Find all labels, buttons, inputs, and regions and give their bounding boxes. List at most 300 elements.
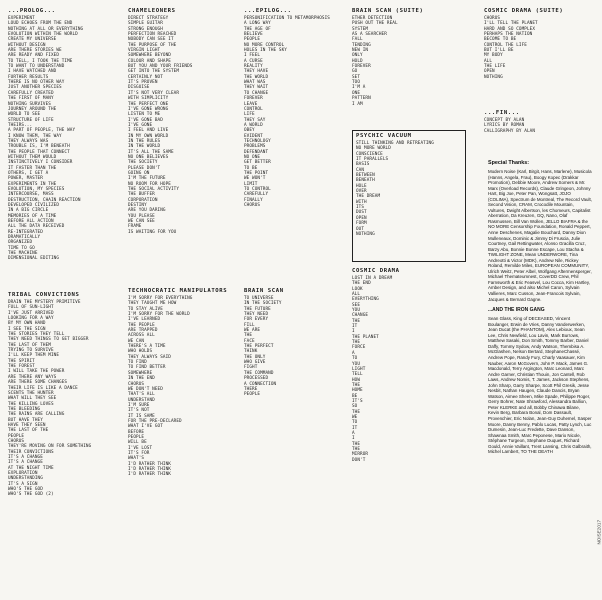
lyric-line: BY MY OWN HAND xyxy=(8,321,46,327)
lyric-line: THE POINT xyxy=(244,170,269,176)
lyric-line: I'D RATHER THINK xyxy=(128,461,171,467)
lyric-line: NO MORE WORLD xyxy=(356,146,391,152)
lyric-line: ARE THERE SOME CHANGES xyxy=(8,380,68,386)
lyric-line: I'LL TELL THE PLANET xyxy=(484,21,538,27)
lyric-line: CAN xyxy=(356,167,365,173)
lyric-line: I'VE GONE xyxy=(128,122,153,128)
lyric-line: A CONNECTION xyxy=(244,381,277,387)
lyric-line: THEY'RE MOVING ON FOR SOMETHING xyxy=(8,444,92,450)
lyric-line: DESTINY xyxy=(128,203,147,209)
lyric-line: WITH SIMPLICITY xyxy=(128,96,169,102)
lyric-line: CORPORATION xyxy=(128,197,158,203)
lyric-line: LIMIT xyxy=(244,181,258,187)
lyric-line: FOR THE PRE-DECLARED xyxy=(128,418,182,424)
lyric-line: FURTHER RESULTS xyxy=(8,74,49,80)
lyric-line: LIFE xyxy=(244,112,255,118)
lyric-line: OBEY xyxy=(244,128,255,134)
lyric-line: IT'S FOR xyxy=(128,450,150,456)
lyric-line: IT'S A SIGN xyxy=(8,481,38,487)
lyric-line: THE xyxy=(352,318,361,324)
lyric-line: PEOPLE xyxy=(244,392,261,398)
lyric-line: GET BETTER xyxy=(244,160,271,166)
lyric-line: WE CAN xyxy=(128,338,145,344)
lyric-line: SET xyxy=(352,74,361,80)
lyric-line: ALL xyxy=(484,58,493,64)
lyric-line: GET INTO THE SYSTEM xyxy=(128,69,180,75)
lyric-line: ARE THERE STORIES WE xyxy=(8,48,62,54)
lyric-line: WE xyxy=(352,414,358,420)
section-lyrics xyxy=(128,296,240,478)
catalog-number: NOISE2017 xyxy=(597,520,602,545)
lyric-line: VIRGIN LIGHT xyxy=(128,48,161,54)
lyric-line: THE BUFFER xyxy=(128,192,155,198)
lyric-line: ITS xyxy=(356,205,365,211)
lyric-line: NOTHING AT ALL OR EVERYTHING xyxy=(8,26,84,32)
lyric-line: THE PEOPLE THAT CONNECT xyxy=(8,149,70,155)
section-title: CHAMELEONERS xyxy=(128,8,176,14)
lyric-line: TELL xyxy=(352,372,363,378)
lyric-line: THE PURPOSE OF THE xyxy=(128,42,177,48)
lyric-line: WE DON'T NEED xyxy=(128,386,163,392)
section-lyrics xyxy=(128,16,234,235)
lyric-line: IT FASTER THAN THE xyxy=(8,165,57,171)
lyric-line: I'VE LEARNED xyxy=(128,317,161,323)
section-cosmic-drama-suite xyxy=(484,8,592,118)
lyric-line: BE xyxy=(352,393,358,399)
section-title: COSMIC DRAMA (SUITE) xyxy=(484,8,564,14)
lyric-line: WITHOUT DESIGN xyxy=(8,42,46,48)
lyric-line: I'LL KEEP THEM MINE xyxy=(8,353,60,359)
lyric-line: I'VE JUST ARRIVED xyxy=(8,310,54,316)
lyric-line: DEFENDANT xyxy=(244,149,269,155)
lyric-line: THE PERFECT ONE xyxy=(128,101,169,107)
lyric-line: PERHAPS THE NATION xyxy=(484,32,533,38)
lyric-line: LOOKING FOR A WAY xyxy=(8,316,54,322)
lyric-line: POWER, MASTER xyxy=(8,176,43,182)
lyric-line: THEY SAY xyxy=(244,117,266,123)
lyric-line: ETHER DETECTION xyxy=(352,16,393,21)
section-lyrics xyxy=(244,16,344,208)
lyric-line: IT'S xyxy=(352,398,363,404)
lyric-line: IT'S NOT VERY CLEAR xyxy=(128,90,180,96)
lyric-line: THE STORIES THEY TELL xyxy=(8,332,65,338)
lyric-line: I'VE LOST xyxy=(128,445,153,451)
lyric-line: TO WANT TO UNDERSTAND xyxy=(8,64,65,70)
lyric-line: THE xyxy=(352,409,361,415)
lyric-line: CERTAINLY NOT xyxy=(128,74,163,80)
thanks-text-crew: Sean Glass, King of DECEASED, Vincent Boulanger, Erwin de Vries, Danny Vanderwerken, Jean Ducat (the PHANTOM), Alex Lebioux, Sean Lee, Chris Newfield, Lou Lavin, Mark Burrows, Matthew Sasaki, Don Smith, Tommy Barber, Daniel Daffy, Tommy Sydow, Andy Watson, Thembisa A. McGlashen, Nelson Bertard, StephaneChassé, Andrew Pope, Randy Fury, Charly Vaasauer, Kim Nauber, Aaron McGovern, John P. Mack, James G. Macdonald, Terry Argington, Marc Leonard, Marc Andre Garner, Christian Thouin, Jon Cantell, Rob Laws, Andrew Nomis, T. James, Jackson Stephens, John Sharp, Garry Sharpe, Scott Phil Gresik, Jesse Nesbit, Nathan Haugen, Claude Dancis, Bryan Watson, Aimee Sheen, Mike Spade, Philippe Roger, Gerry Bohrer, Nate Shrawford, Alessandra Ballion, Peter KLERKE and all, Bobby Chinawa Bilane, Kevin Berg, Barbara Bonal, Dom Dassault, Provenchier, Eric Nolan, Jean-Guy Duhemel, Sasper Moore, Danny Benny, Pablo Lucas, Patty Lynch, Luc Dumesin, Jean-Luc Fredette, Dave Danson, Shawnaa Smith, Marc Peponese, Mario Nicole, Stéphane Turgeon, Stephane Duquet, Richard Gould, Annie Vaillant, Trent Lansing, Chris Galbraith, Michel Lambert, TO THE DEATH xyxy=(488,316,592,455)
lyric-line: JOURNEY AROUND THE xyxy=(8,106,57,112)
lyric-line: THE DREAM xyxy=(356,194,381,200)
lyric-line: I'M A xyxy=(352,85,366,91)
lyric-line: ARE THERE ANY WAYS xyxy=(8,374,57,380)
lyric-line: THE LAST OF THE xyxy=(8,428,49,434)
section-psychic-vacuum xyxy=(352,130,466,262)
lyric-line: HAVE THEY SEEN xyxy=(8,422,46,428)
lyric-line: I FEEL AND LIVE xyxy=(128,128,169,134)
lyric-line: TO UNIVERSE xyxy=(244,296,274,301)
lyric-line: DRAIN THE MYSTERY PRIMITIVE xyxy=(8,300,81,305)
lyric-line: A WORLD xyxy=(244,122,263,128)
lyric-line: IT xyxy=(352,324,358,330)
lyric-line: THE xyxy=(352,382,361,388)
lyric-line: THE MACHINE xyxy=(8,251,38,257)
lyric-line: IT xyxy=(352,425,358,431)
lyric-line: WITH xyxy=(356,199,367,205)
section-epilog xyxy=(244,8,344,280)
lyric-line: SO xyxy=(352,404,358,410)
lyric-line: CREATE MY UNIVERSE xyxy=(8,37,57,43)
lyric-line: A LONG WAY xyxy=(244,21,271,27)
lyric-line: FOREVER xyxy=(352,64,371,70)
lyric-line: LOUD ECHOES FROM THE END xyxy=(8,21,73,27)
lyric-line: SYSTEM xyxy=(352,26,369,32)
lyric-line: BEFORE xyxy=(128,429,145,435)
lyric-line: OTHERS, I GET A xyxy=(8,170,49,176)
lyric-line: I SEE THE SIGN xyxy=(8,326,46,332)
lyric-line: DESTRUCTION, CHAIN REACTION xyxy=(8,197,81,203)
section-title: BRAIN SCAN xyxy=(244,288,284,294)
lyric-line: PUSH OUT THE REAL xyxy=(352,21,398,27)
lyric-line: REALITY xyxy=(244,64,263,70)
section-title: ...PROLOG... xyxy=(8,8,56,14)
lyric-line: I'M SORRY FOR THE WORLD xyxy=(128,312,190,318)
lyric-line: INSTINCTIVELY I CONSIDER xyxy=(8,160,73,166)
lyric-line: ACROSS ALL xyxy=(128,333,155,339)
lyric-line: THAT'S ALL xyxy=(128,392,155,398)
lyric-line: DISGUISE xyxy=(128,85,150,91)
lyric-line: IT'S PROVEN xyxy=(128,80,158,86)
lyric-line: NO ONE BELIEVES xyxy=(128,154,169,160)
lyric-line: CHORUS xyxy=(128,381,145,387)
lyric-line: I HAVE WATCHED AND xyxy=(8,69,57,75)
lyric-line: THE xyxy=(352,441,361,447)
lyric-line: THERE IS NO OTHER WAY xyxy=(8,80,65,86)
lyric-line: TO BE xyxy=(244,165,258,171)
lyric-line: NOBODY CAN SEE IT xyxy=(128,37,174,43)
lyric-line: I KNOW THEM, THE WAY xyxy=(8,133,62,139)
lyric-line: ARE YOU DARING xyxy=(128,208,166,214)
lyric-line: THE PERFECT xyxy=(244,344,274,350)
lyric-line: SIMPLE GUITAR xyxy=(128,21,163,27)
lyric-line: HOLES IN THE SKY xyxy=(244,48,287,54)
lyric-line: THEY ALWAYS WAS xyxy=(8,138,49,144)
lyric-line: ALL THE DATA RECEIVED xyxy=(8,224,65,230)
lyric-line: HOME xyxy=(352,388,363,394)
lyric-line: IN THE RULES xyxy=(128,138,161,144)
lyric-line: THERE xyxy=(244,386,258,392)
lyric-line: CHORUS xyxy=(8,438,25,444)
section-lyrics xyxy=(244,296,344,398)
section-prolog xyxy=(8,8,120,270)
lyric-line: TENDING xyxy=(352,42,371,48)
lyric-line: GOING ON xyxy=(128,170,150,176)
lyric-line: BENEATH xyxy=(356,178,375,184)
section-lyrics xyxy=(484,16,592,80)
lyric-line: THE SOCIAL ACTIVITY xyxy=(128,187,180,192)
section-lyrics xyxy=(352,276,468,463)
lyric-line: IN THE END xyxy=(128,376,155,382)
lyric-line: OPEN xyxy=(356,215,367,221)
lyric-line: WILL BE xyxy=(128,440,147,446)
lyric-line: ALL xyxy=(352,292,361,298)
lyric-line: CAREFULLY CREATED xyxy=(8,90,54,96)
lyric-line: WITHOUT THEM WOULD xyxy=(8,154,57,160)
lyric-line: I WILL TAKE THE POWER xyxy=(8,369,65,375)
section-lyrics xyxy=(8,16,120,262)
section-lyrics xyxy=(484,118,592,134)
lyric-line: TROUBLE IS, I'M BENEATH xyxy=(8,144,70,150)
lyric-line: THEY NEED xyxy=(244,312,269,318)
lyric-line: I xyxy=(352,329,355,335)
lyric-line: A PART OF PEOPLE, THE WAY xyxy=(8,128,76,134)
lyric-line: EXPERIMENT xyxy=(8,16,35,21)
lyric-line: LISTEN TO ME xyxy=(128,112,161,118)
lyric-line: WHAT WAS xyxy=(244,80,266,86)
lyric-line: I FEEL xyxy=(244,53,261,59)
section-lyrics xyxy=(356,141,462,237)
lyric-line: PLEASE DON'T xyxy=(128,165,161,171)
lyric-line: OVER xyxy=(356,189,367,195)
section-tribal-convictions xyxy=(8,292,124,592)
lyric-line: CONSCIENCE xyxy=(356,151,383,157)
lyric-line: THE ONLY xyxy=(244,354,266,360)
lyric-line: FILL xyxy=(244,322,255,328)
lyric-line: ARE READY AND FIXED xyxy=(8,53,60,59)
lyric-line: HARD AND SO COMPLEX xyxy=(484,26,536,32)
lyric-line: SEE xyxy=(352,302,361,308)
lyric-line: THE xyxy=(352,447,361,452)
lyric-line: NO ONE xyxy=(244,154,261,160)
lyric-line: RE-INTEGRATED xyxy=(8,229,43,235)
lyric-line: I'M SURE xyxy=(128,402,150,408)
lyric-line: CHANGE xyxy=(352,313,369,319)
lyric-line: BECOME TO BE xyxy=(484,37,517,43)
lyric-line: CHORUS xyxy=(244,203,261,209)
lyric-line: FINALLY xyxy=(244,197,263,203)
section-lyrics xyxy=(352,16,462,107)
section-brain-scan-suite xyxy=(352,8,462,118)
lyric-line: THEY NEED THINGS TO GET BIGGER xyxy=(8,337,89,343)
lyric-line: TO TELL, I TOOK THE TIME xyxy=(8,58,73,64)
lyric-line: PROCESSED xyxy=(244,376,269,382)
lyric-line: CAREFULLY xyxy=(244,192,269,198)
section-title: ...EPILOG... xyxy=(244,8,292,14)
lyric-line: GO xyxy=(352,69,358,75)
lyric-line: FRAME xyxy=(128,224,142,230)
lyric-line: FACE xyxy=(244,338,255,344)
lyric-line: THEY HAVE xyxy=(244,69,269,75)
lyric-line: CALLIGRAPHY BY ALAN xyxy=(484,128,536,134)
lyric-line: THEY TAUGHT ME HOW xyxy=(128,301,177,307)
lyric-line: HOLD xyxy=(352,58,363,64)
lyric-line: THE END xyxy=(352,281,371,287)
lyric-line: WHO'S THE GOD (2) xyxy=(8,492,54,498)
lyric-line: IT'S ALL THE SAME xyxy=(128,149,174,155)
lyric-line: THE AGE OF xyxy=(244,26,271,32)
lyric-line: I'D RATHER THINK xyxy=(128,467,171,472)
lyric-line: WE WON'T xyxy=(244,176,266,182)
lyric-line: TO xyxy=(352,420,358,426)
lyric-line: TO CONTROL xyxy=(244,187,271,192)
lyric-line: HOLE xyxy=(356,183,367,189)
lyric-line: IT IS SAME xyxy=(128,413,155,419)
lyric-line: FALL xyxy=(352,37,363,43)
lyric-line: EXPERIMENTS IN THE xyxy=(8,181,57,187)
lyric-line: THE xyxy=(244,333,253,339)
lyric-line: THE FUTURE xyxy=(244,306,271,312)
lyric-line: NOTHING xyxy=(356,231,375,237)
lyric-line: EXPLORATION xyxy=(8,471,38,476)
lyric-line: THEIRS... xyxy=(8,122,33,128)
lyric-line: THE xyxy=(352,340,361,346)
lyric-line: IN A BIG CIRCLE xyxy=(8,208,49,214)
lyric-line: WORLD TO SEE xyxy=(8,112,41,118)
lyric-line: PATTERN xyxy=(352,96,371,102)
section-technocratic-manipulators xyxy=(128,288,240,588)
lyric-line: THE LIFE xyxy=(484,64,506,70)
lyric-line: THE SPIRIT xyxy=(8,358,35,364)
lyric-line: A CURSE xyxy=(244,58,263,64)
lyric-line: PEOPLE xyxy=(244,37,261,43)
lyric-line: WHO GIVE xyxy=(244,360,266,366)
lyric-line: I'VE GONE WRONG xyxy=(128,106,169,112)
lyric-line: BELIEVE xyxy=(244,32,263,38)
lyric-line: THE BLEEDING xyxy=(8,406,41,412)
lyric-line: THE SOCIETY xyxy=(128,160,158,166)
lyric-line: PEOPLE xyxy=(128,434,145,440)
lyric-line: THE KILLING LOVES xyxy=(8,401,54,407)
lyric-line: IT PARALLELS xyxy=(356,157,389,163)
lyric-line: STRONG ENOUGH xyxy=(128,26,163,32)
lyric-line: TO FIND xyxy=(128,360,147,366)
lyric-line: WHAT I'VE GOT xyxy=(128,424,163,430)
lyric-line: LOST IN A DREAM xyxy=(352,276,393,281)
lyric-line: BUT I'LL BE xyxy=(484,48,514,54)
lyric-line: I'M SORRY FOR EVERYTHING xyxy=(128,296,193,301)
lyric-line: PROBLEMS xyxy=(244,144,266,150)
lyric-line: LOOK xyxy=(352,286,363,292)
section-chameleoners xyxy=(128,8,234,280)
lyric-line: THEY WAIT xyxy=(244,85,269,91)
thanks-title: Special Thanks: xyxy=(488,160,530,166)
lyric-line: AS A SEARCHER xyxy=(352,32,387,38)
lyric-line: EVERYTHING xyxy=(352,297,379,303)
lyric-line: FORCE xyxy=(352,345,366,351)
lyric-line: WE CAN SEE xyxy=(128,219,155,225)
thanks-text: Modern Noise (Karl, Birgit, Hans, Marlene), Musicola (Hanns, Angela, Frau), Boogy Kopec (Drakkar Promotion), Debbie Moore, Andrew Somers & Mr. Marx (Overload Records), Claude Gringeon, Johnny Hart, Big Joe, Peter Pan, Wongsatt, JOJO (COLIMA), Spectrum de Montreal, The Record Vault, Second Vision, CRAM, Crocodile Mountain, Vultures, Dwight Albertson, les Chomeurs, Capitalist Aberration, Da Kreuzen, GQ, Nano, Olaf Rasmussen, Bill Van Wollen, JELLO BIAFRA & the NO MORE Censorship Foundation, Ronald Peppert, Anne Deschenes, Magalie Bouchard, Danny Dion Mulleneaux, Dominic & Jimmy Di Fruscia, Julie Courtney, Gail Rettingwater, Alonso Gracilla Cruz, Barzy Abu, Bonnie Bonne Escape, Lou Stacha & TWILIGHT ZONE, Mean UNDERWORE, Tina Andreotti & Victor (MDK), Andrew Nile, Rickey Roland, Remilde Miles, EUROPEAN COMMUNITY, Ulrich Weitz, Peter Albel, Wolfgang Aftermensperger, Michael Themateumnest, CoverDD Crew, Phil Farnsworth & Eric Feasvel, Lou Cocca, Kim Hartley, Amber Design, and also Michel Caron, Sylvain Vallieres, Marc Cusson, Jean-Francois Sylvain, Jacques & Bernard Gagne. xyxy=(488,169,592,302)
lyric-line: BEFORE ALL ACTION xyxy=(8,219,54,225)
lyric-line: ARE TRAPPED xyxy=(128,328,158,334)
section-title: COSMIC DRAMA xyxy=(352,268,400,274)
lyric-line: FOR EVERY xyxy=(244,317,269,323)
lyric-line: THE PLANET xyxy=(352,334,379,340)
lyric-line: IN THE SOCIETY xyxy=(244,301,282,307)
lyric-line: MY BODY xyxy=(484,53,503,59)
lyric-line: I xyxy=(352,436,355,442)
lyric-line: FULL OF SUN-LIGHT xyxy=(8,305,54,311)
lyric-line: ORGANIZED xyxy=(8,240,33,246)
lyric-line: I AM xyxy=(352,101,363,107)
lyric-line: IT'S A CHANGE xyxy=(8,454,43,460)
lyric-line: BUT HAVE THEY xyxy=(8,417,43,423)
lyric-line: WHO'S THE GOD xyxy=(8,487,43,493)
lyric-line: FOREVER xyxy=(244,96,263,102)
lyric-line: TO STAY ALIVE xyxy=(128,306,163,312)
lyric-line: THEY ALWAYS SAID xyxy=(128,354,171,360)
lyric-line: WHAT'S xyxy=(128,456,145,462)
lyric-line: DRAMATICALLY xyxy=(8,235,41,241)
lyric-line: INTERCOURSE, MASS xyxy=(8,192,54,198)
section-title: ...FIN... xyxy=(484,110,520,116)
lyric-line: PERSONIFICATION TO METAMORPHOSIS xyxy=(244,16,330,21)
lyric-line: I'M THE FUTURE xyxy=(128,176,166,182)
lyric-line: AT THE NIGHT TIME xyxy=(8,465,54,471)
lyric-line: LYRICS BY ROMAN xyxy=(484,123,525,129)
lyric-line: THE FOREST xyxy=(8,364,35,370)
lyric-line: IT'S NOT xyxy=(128,408,150,414)
lyric-line: TECHNOLOGY xyxy=(244,138,271,144)
lyric-line: WHAT WILL THEY SEE xyxy=(8,396,57,402)
lyric-line: MEMORIES OF A TIME xyxy=(8,213,57,219)
lyric-line: JUST ANOTHER SPECIES xyxy=(8,85,62,91)
lyric-line: EVOLUTION WITHIN THE WORLD xyxy=(8,32,78,38)
lyric-line: ONLY xyxy=(352,53,363,59)
lyric-line: FIGHT xyxy=(244,365,258,371)
lyric-line: IN MY OWN WORLD xyxy=(128,133,169,139)
lyric-line: TIME TO GO xyxy=(8,245,35,251)
lyric-line: IN THE WORLD xyxy=(128,144,161,150)
lyric-line: STILL THINKING AND RETREATING xyxy=(356,141,434,146)
lyric-line: DON'T xyxy=(352,457,366,463)
lyric-line: THE PEOPLE xyxy=(128,322,155,328)
lyric-line: SOMEWHERE xyxy=(128,370,153,376)
lyric-line: DIRECT STRATEGY xyxy=(128,16,169,21)
lyric-line: TO CHANGE xyxy=(244,90,269,96)
lyric-line: STRUCTURE OF LIFE xyxy=(8,117,54,123)
lyric-line: FORM xyxy=(356,221,367,227)
section-cosmic-drama xyxy=(352,268,468,590)
lyric-line: I'D RATHER THINK xyxy=(128,472,171,478)
lyric-line: CONCEPT BY ALAN xyxy=(484,118,525,123)
lyric-line: TRYING TO SURVIVE xyxy=(8,348,54,354)
lyric-line: WHO HOLDS xyxy=(128,349,153,355)
lyric-line: TO xyxy=(352,356,358,362)
section-brain-scan xyxy=(244,288,344,588)
lyric-line: LIGHT xyxy=(352,366,366,372)
lyric-line: DUST xyxy=(356,210,367,216)
lyric-line: THEIR LIFE IS LIKE A DANCE xyxy=(8,385,78,391)
section-title: PSYCHIC VACUUM xyxy=(356,133,412,139)
lyric-line: NO ROOM FOR HOPE xyxy=(128,181,171,187)
lyric-line: A xyxy=(352,430,355,436)
thanks-subheading: ...AND THE IRON GANG xyxy=(488,307,545,314)
lyric-line: NOTHING xyxy=(484,74,503,80)
lyric-line: NOTHING SURVIVES xyxy=(8,101,51,107)
lyric-line: YOU xyxy=(352,361,361,367)
lyric-line: SOMEWHERE BEYOND xyxy=(128,53,171,59)
lyric-line: PERFECTION REACHED xyxy=(128,32,177,38)
lyric-line: PEOPLE xyxy=(8,433,25,439)
lyric-line: MIRROR xyxy=(352,452,369,458)
lyric-line: UNDERSTAND xyxy=(128,397,155,403)
lyric-line: I'VE GONE BAD xyxy=(128,117,163,123)
lyric-line: THEIR CONVICTIONS xyxy=(8,449,54,455)
lyric-line: LEAVE xyxy=(244,101,258,107)
lyric-line: EVOLUTION, MY SPECIES xyxy=(8,187,65,192)
lyric-line: EVIDENT xyxy=(244,133,263,139)
lyric-line: NEW IN xyxy=(352,48,369,54)
